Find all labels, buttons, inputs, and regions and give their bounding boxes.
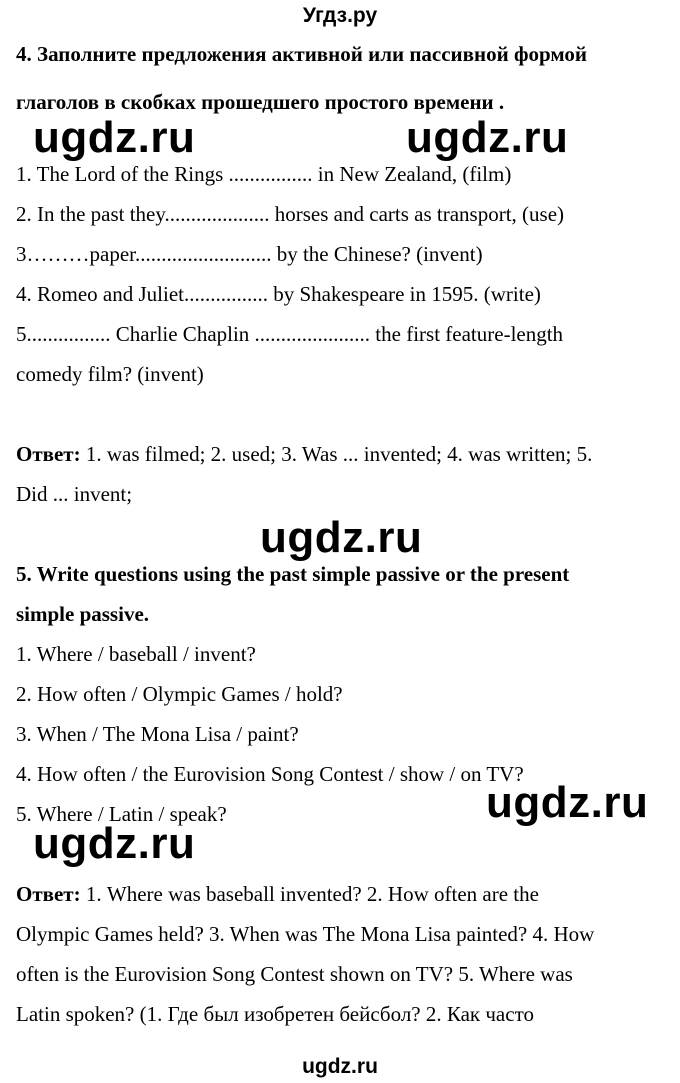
- task5-title-line1: 5. Write questions using the past simple passive or the present: [16, 562, 570, 586]
- site-footer: ugdz.ru: [302, 1055, 378, 1078]
- task4-item-5: 5................ Charlie Chaplin ...................... the first feature-length: [16, 322, 564, 346]
- task5-item-2: 2. How often / Olympic Games / hold?: [16, 682, 343, 706]
- task4-item-5-cont: comedy film? (invent): [16, 362, 204, 386]
- task5-answer-line2: Olympic Games held? 3. When was The Mona Lisa painted? 4. How: [16, 922, 595, 946]
- task4-answer-line2: Did ... invent;: [16, 482, 133, 506]
- task4-item-4: 4. Romeo and Juliet................ by Shakespeare in 1595. (write): [16, 282, 541, 306]
- watermark: ugdz.ru: [406, 113, 569, 162]
- task5-answer-line1: [16, 882, 539, 906]
- answer-text: 1. was filmed; 2. used; 3. Was ... invented; 4. was written; 5.: [80, 442, 593, 466]
- site-header: Угдз.ру: [302, 4, 378, 27]
- answer-label: Ответ:: [16, 442, 81, 466]
- answer-text: 1. Where was baseball invented? 2. How often are the: [80, 882, 539, 906]
- task4-answer-line1: [16, 442, 592, 466]
- task5-item-1: 1. Where / baseball / invent?: [16, 642, 256, 666]
- task5-answer-line4: Latin spoken? (1. Где был изобретен бейсбол? 2. Как часто: [16, 1002, 534, 1026]
- watermark: ugdz.ru: [33, 819, 196, 868]
- task4-title-line1: 4. Заполните предложения активной или пассивной формой: [16, 42, 587, 66]
- watermark: ugdz.ru: [486, 778, 649, 827]
- task4-item-1: 1. The Lord of the Rings ................ in New Zealand, (film): [16, 162, 512, 186]
- answer-label: Ответ:: [16, 882, 81, 906]
- task5-item-4: 4. How often / the Eurovision Song Contest / show / on TV?: [16, 762, 524, 786]
- task5-item-5: 5. Where / Latin / speak?: [16, 802, 227, 826]
- watermark: ugdz.ru: [260, 513, 423, 562]
- task4-item-3: 3………paper.......................... by the Chinese? (invent): [16, 242, 483, 266]
- task4-item-2: 2. In the past they.................... horses and carts as transport, (use): [16, 202, 565, 226]
- task5-title-line2: simple passive.: [16, 602, 150, 626]
- watermark: ugdz.ru: [33, 113, 196, 162]
- task5-item-3: 3. When / The Mona Lisa / paint?: [16, 722, 299, 746]
- task4-title-line2: глаголов в скобках прошедшего простого времени .: [16, 90, 505, 114]
- task5-answer-line3: often is the Eurovision Song Contest shown on TV? 5. Where was: [16, 962, 573, 986]
